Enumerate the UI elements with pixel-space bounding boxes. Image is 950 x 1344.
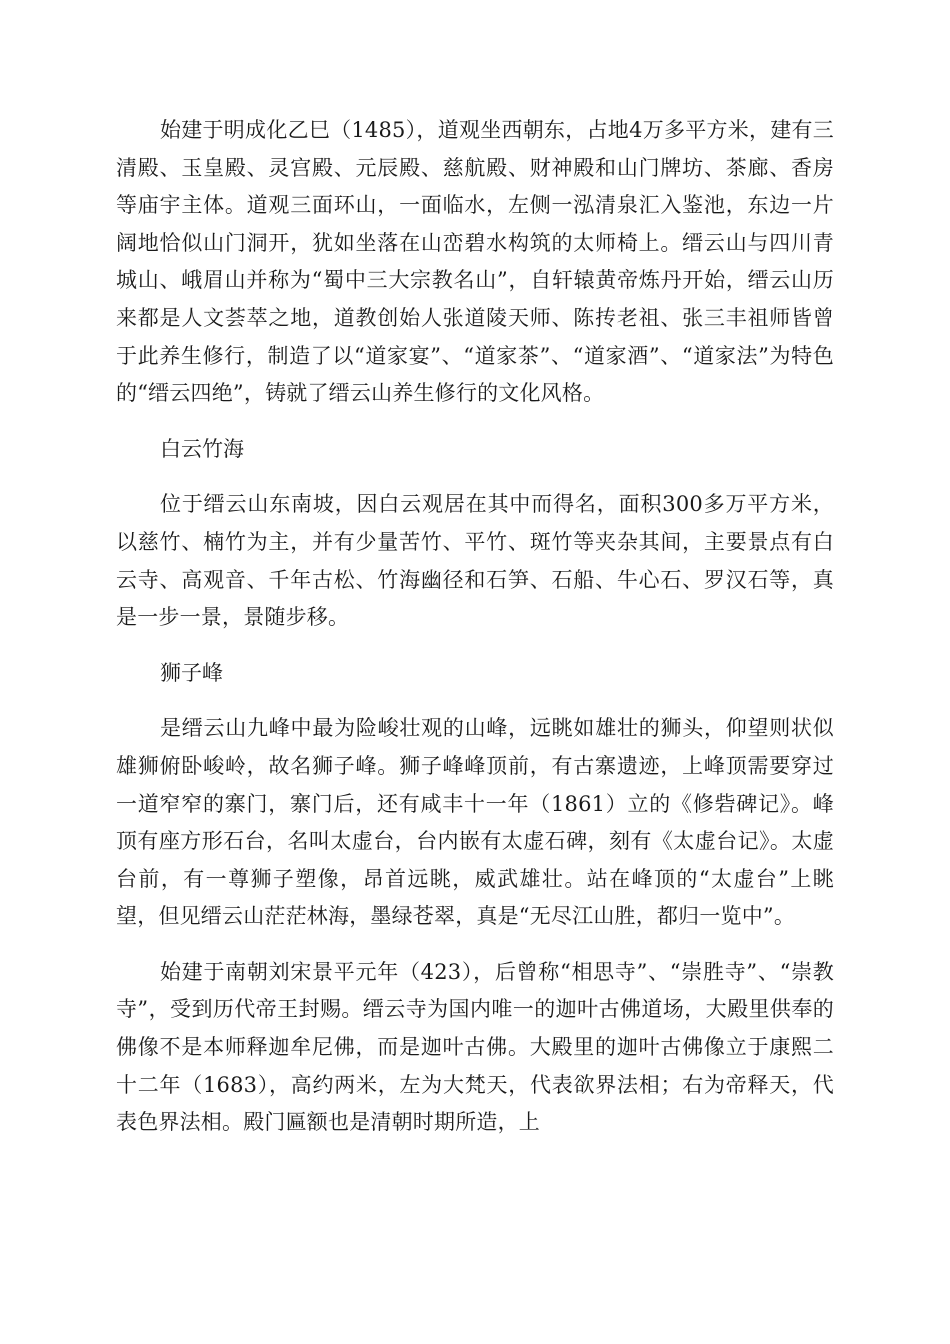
section-heading-baiyun-bamboo-sea: 白云竹海 [160,436,244,461]
section-heading-lion-peak: 狮子峰 [160,660,223,685]
paragraph-lion-peak: 是缙云山九峰中最为险峻壮观的山峰，远眺如雄壮的狮头，仰望则状似雄狮俯卧峻岭，故名狮子峰。狮子峰峰顶前，有古寨遗迹，上峰顶需要穿过一道窄窄的寨门，寨门后，还有咸丰十一年（1861）立的《修砦碑记》。峰顶有座方形石台，名叫太虚台，台内嵌有太虚石碑，刻有《太虚台记》。太虚台前，有一尊狮子塑像，昂首远眺，威武雄壮。站在峰顶的“太虚台”上眺望，但见缙云山茫茫林海，墨绿苍翠，真是“无尽江山胜，都归一览中”。 [116,716,834,929]
paragraph-baiyun-bamboo-sea: 位于缙云山东南坡，因白云观居在其中而得名，面积300多万平方米，以慈竹、楠竹为主，并有少量苦竹、平竹、斑竹等夹杂其间，主要景点有白云寺、高观音、千年古松、竹海幽径和石笋、石船、牛心石、罗汉石等，真是一步一景，景随步移。 [116,492,834,630]
paragraph-spacer [116,468,834,486]
paragraph-spacer [116,413,834,431]
paragraph-spacer [116,936,834,954]
document-page [116,112,834,1142]
paragraph-spacer [116,692,834,710]
paragraph-temple-history: 始建于明成化乙巳（1485），道观坐西朝东，占地4万多平方米，建有三清殿、玉皇殿、灵宫殿、元辰殿、慈航殿、财神殿和山门牌坊、茶廊、香房等庙宇主体。道观三面环山，一面临水，左侧一泓清泉汇入鉴池，东边一片阔地恰似山门洞开，犹如坐落在山峦碧水构筑的太师椅上。缙云山与四川青城山、峨眉山并称为“蜀中三大宗教名山”，自轩辕黄帝炼丹开始，缙云山历来都是人文荟萃之地，道教创始人张道陵天师、陈抟老祖、张三丰祖师皆曾于此养生修行，制造了以“道家宴”、“道家茶”、“道家酒”、“道家法”为特色的“缙云四绝”，铸就了缙云山养生修行的文化风格。 [116,118,834,406]
paragraph-jinyun-temple: 始建于南朝刘宋景平元年（423），后曾称“相思寺”、“崇胜寺”、“崇教寺”，受到历代帝王封赐。缙云寺为国内唯一的迦叶古佛道场，大殿里供奉的佛像不是本师释迦牟尼佛，而是迦叶古佛。大殿里的迦叶古佛像立于康熙二十二年（1683），高约两米，左为大梵天，代表欲界法相；右为帝释天，代表色界法相。殿门匾额也是清朝时期所造，上 [116,959,834,1135]
paragraph-spacer [116,637,834,655]
